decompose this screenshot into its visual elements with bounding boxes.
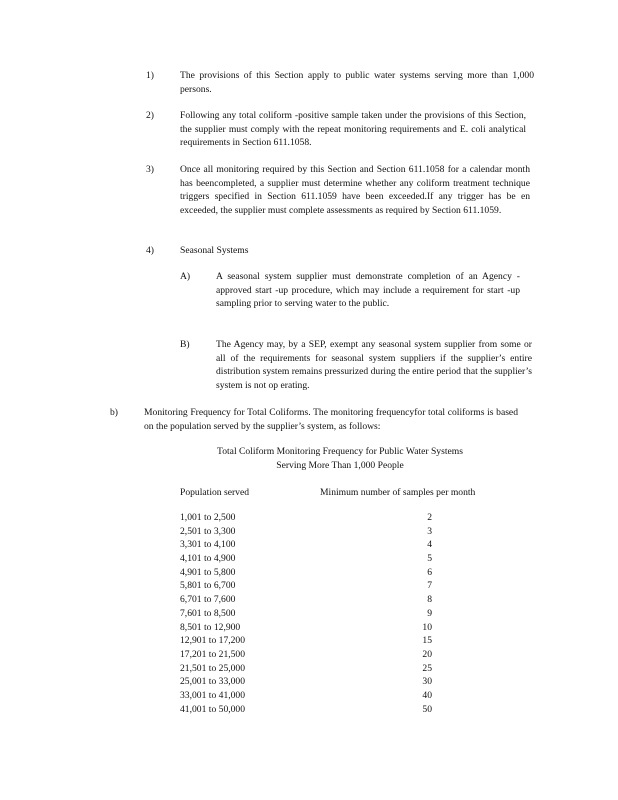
item-2-text: Following any total coliform -positive sample taken under the provisions of this Section, the supplier must comply with the repeat monitoring requirements and E. coli analytical requirements in Section 611.1058. xyxy=(180,110,526,149)
item-1-number: 1) xyxy=(146,70,154,81)
section-b-label: b) xyxy=(110,407,118,418)
item-4-text: Seasonal Systems xyxy=(180,245,249,256)
population-range-cell: 2,501 to 3,300 xyxy=(180,525,236,537)
minimum-samples-cell: 3 xyxy=(427,525,432,537)
section-b-text: Monitoring Frequency for Total Coliforms. The monitoring frequencyfor total coliforms is based on the population served by the supplier’s system, as follows: xyxy=(144,407,518,432)
table-row xyxy=(180,703,440,717)
population-range-cell: 1,001 to 2,500 xyxy=(180,512,236,523)
table-row xyxy=(180,675,440,689)
minimum-samples-cell: 4 xyxy=(427,539,432,551)
population-range-cell: 3,301 to 4,100 xyxy=(180,539,236,551)
column-header-samples: Minimum number of samples per month xyxy=(320,487,476,498)
frequency-table-body xyxy=(180,511,440,716)
minimum-samples-cell: 5 xyxy=(427,553,432,565)
table-row xyxy=(180,662,440,676)
population-range-cell: 21,501 to 25,000 xyxy=(180,662,246,674)
item-4-number: 4) xyxy=(146,245,154,256)
table-row xyxy=(180,552,440,566)
table-row xyxy=(180,634,440,648)
minimum-samples-cell: 8 xyxy=(427,594,432,606)
population-range-cell: 17,201 to 21,500 xyxy=(180,648,246,660)
table-row xyxy=(180,538,440,552)
population-range-cell: 25,001 to 33,000 xyxy=(180,676,246,688)
subitem-a-text: A seasonal system supplier must demonstrate completion of an Agency -approved start -up procedure, which may include a requirement for start -up sampling prior to serving water to the public. xyxy=(216,271,520,310)
population-range-cell: 12,901 to 17,200 xyxy=(180,635,246,647)
table-row xyxy=(180,511,440,525)
population-range-cell: 41,001 to 50,000 xyxy=(180,703,246,715)
population-range-cell: 5,801 to 6,700 xyxy=(180,580,236,592)
table-row xyxy=(180,525,440,539)
minimum-samples-cell: 9 xyxy=(427,607,432,619)
item-3-text: Once all monitoring required by this Section and Section 611.1058 for a calendar month has beencompleted, a supplier must determine whether any coliform treatment technique triggers specified in Section 611.1059 have been exceeded.If any trigger has be en exceeded, the supplier must complete assessments as required by Section 611.1059. xyxy=(180,164,530,217)
subitem-b-text: The Agency may, by a SEP, exempt any seasonal system supplier from some or all of the requirements for seasonal system suppliers if the supplier’s entire distribution system remains pressurized during the entire period that the supplier’s system is not op erating. xyxy=(216,339,532,392)
population-range-cell: 4,901 to 5,800 xyxy=(180,566,236,578)
item-1-text: The provisions of this Section apply to public water systems serving more than 1,000 persons. xyxy=(180,70,534,95)
table-row xyxy=(180,621,440,635)
minimum-samples-cell: 15 xyxy=(422,635,432,647)
subitem-a-label: A) xyxy=(180,271,191,282)
population-range-cell: 33,001 to 41,000 xyxy=(180,689,246,701)
table-row xyxy=(180,648,440,662)
minimum-samples-cell: 25 xyxy=(422,662,432,674)
minimum-samples-cell: 2 xyxy=(427,512,432,523)
table-row xyxy=(180,689,440,703)
minimum-samples-cell: 10 xyxy=(422,621,432,633)
population-range-cell: 8,501 to 12,900 xyxy=(180,621,241,633)
minimum-samples-cell: 7 xyxy=(427,580,432,592)
minimum-samples-cell: 40 xyxy=(422,689,432,701)
table-title-line-1: Total Coliform Monitoring Frequency for Public Water Systems xyxy=(217,446,463,457)
item-3-number: 3) xyxy=(146,164,154,175)
table-row xyxy=(180,579,440,593)
minimum-samples-cell: 20 xyxy=(422,648,432,660)
population-range-cell: 4,101 to 4,900 xyxy=(180,553,236,565)
table-title-line-2: Serving More Than 1,000 People xyxy=(276,460,404,471)
subitem-b-label: B) xyxy=(180,339,190,350)
table-row xyxy=(180,566,440,580)
table-row xyxy=(180,607,440,621)
minimum-samples-cell: 30 xyxy=(422,676,432,688)
population-range-cell: 6,701 to 7,600 xyxy=(180,594,236,606)
population-range-cell: 7,601 to 8,500 xyxy=(180,607,236,619)
table-row xyxy=(180,593,440,607)
minimum-samples-cell: 50 xyxy=(422,703,432,715)
item-2-number: 2) xyxy=(146,110,154,121)
column-header-population: Population served xyxy=(180,487,250,498)
minimum-samples-cell: 6 xyxy=(427,566,432,578)
